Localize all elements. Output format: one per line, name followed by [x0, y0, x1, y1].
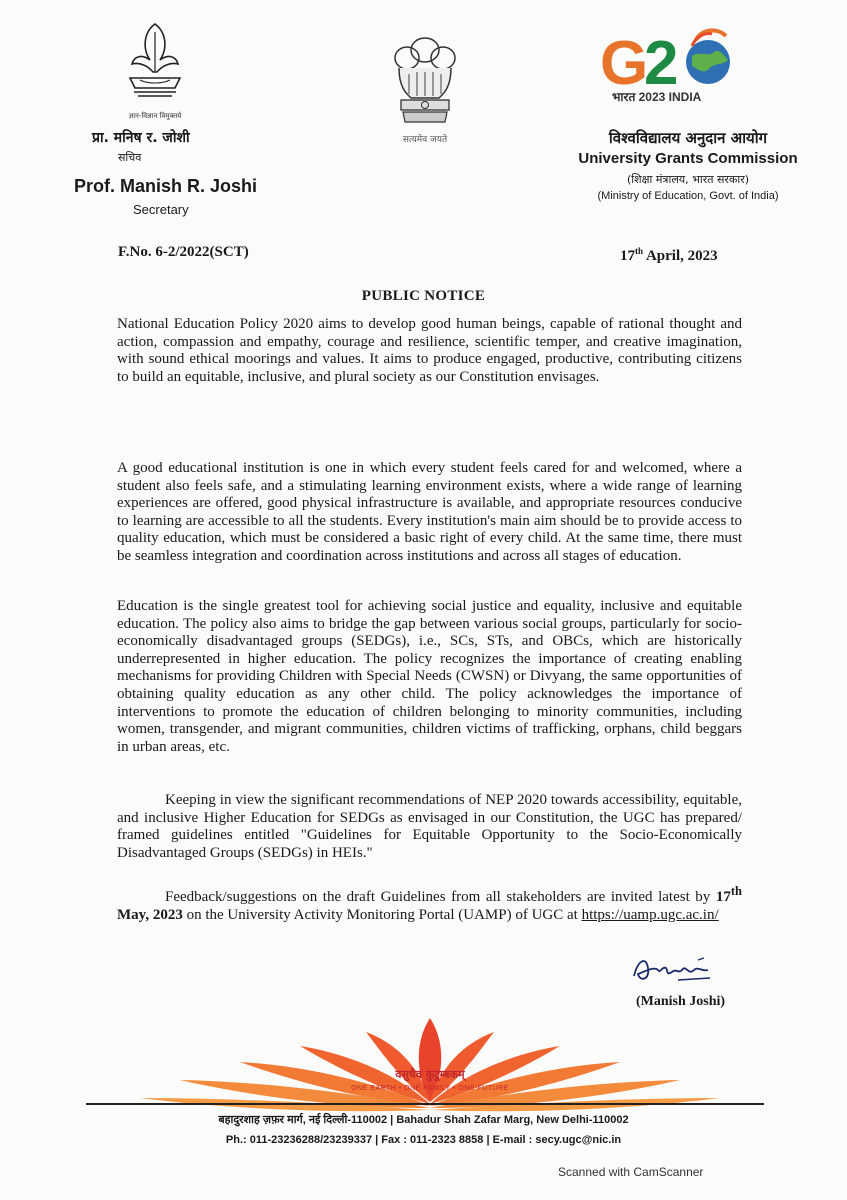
date-suffix: th [635, 246, 644, 256]
p5-deadline-suffix: th [730, 884, 742, 898]
paragraph-3: Education is the single greatest tool for achieving social justice and equality, inclusive and equitable education. The policy also aims to bridge the gap between various social groups, particularly for socio-economically disadvantaged groups (SEDGs), i.e., SCs, STs, and OBCs, which are historically underrepresented in higher education. The policy recognizes the importance of creating enabling mechanisms for providing Children with Special Needs (CWSN) or Divyang, the same opportunities of obtaining quality education as any other child. The policy acknowledges the importance of interventions to promote the education of children belonging to minority communities, including women, transgender, and migrant communities, children victims of trafficking, orphans, child beggars in urban areas, etc. [117, 598, 742, 755]
secretary-title: Secretary [133, 202, 189, 217]
paragraph-2: A good educational institution is one in which every student feels cared for and welcomed, where a student also feels safe, and a stimulating learning environment exists, where a wide range of learning experiences are offered, good physical infrastructure is available, and appropriate resources conducive to learning are accessible to all the students. Every institution's main aim should be to provide access to quality education, which must be considered a basic right of every child. At the same time, there must be seamless integration and coordination across institutions and across all stages of education. [117, 460, 742, 564]
date-rest: April, 2023 [643, 248, 718, 264]
ugc-motto: ज्ञान-विज्ञान विमुक्तये [128, 112, 182, 120]
signatory-name: (Manish Joshi) [636, 994, 726, 1009]
lotus-tagline-hindi: वसुधैव कुटुम्बकम् [395, 1068, 465, 1081]
date-day: 17 [620, 248, 635, 264]
svg-text:G: G [600, 29, 649, 98]
p5-deadline-rest: May, 2023 [117, 906, 183, 923]
footer-contact: Ph.: 011-23236288/23239337 | Fax : 011-2323 8858 | E-mail : secy.ugc@nic.in [225, 1134, 622, 1146]
lotus-tagline: ONE EARTH • ONE FAMILY • ONE FUTURE [351, 1085, 509, 1092]
paragraph-4: Keeping in view the significant recommendations of NEP 2020 towards accessibility, equitable, and inclusive Higher Education for SEDGs as envisaged in our Constitution, the UGC has prepared/ framed guidelines entitled "Guidelines for Equitable Opportunity to the Socio-Economically Disadvantaged Groups (SEDGs) in HEIs." [117, 792, 742, 861]
uamp-link[interactable]: https://uamp.ugc.ac.in/ [581, 906, 719, 923]
svg-text:2: 2 [644, 29, 679, 98]
ministry-name: (Ministry of Education, Govt. of India) [597, 190, 779, 202]
footer-divider [86, 1103, 764, 1105]
p5-deadline-day: 17 [715, 889, 731, 905]
secretary-name: Prof. Manish R. Joshi [74, 176, 258, 196]
paragraph-5 [117, 883, 742, 924]
footer-address: बहादुरशाह ज़फ़र मार्ग, नई दिल्ली-110002 | Bahadur Shah Zafar Marg, New Delhi-110002 [218, 1114, 629, 1126]
org-name-hindi: विश्वविद्यालय अनुदान आयोग [608, 129, 768, 147]
org-name: University Grants Commission [578, 150, 798, 167]
paragraph-1: National Education Policy 2020 aims to develop good human beings, capable of rational thought and action, compassion and empathy, courage and resilience, scientific temper, and creative imagination, with sound ethical moorings and values. It aims to produce engaged, productive, contributing citizens to build an equitable, inclusive, and plural society as our Constitution envisages. [117, 316, 742, 385]
g20-subtitle: भारत 2023 INDIA [612, 90, 702, 104]
secretary-name-hindi: प्रा. मनिष र. जोशी [92, 130, 190, 146]
national-emblem-icon [385, 28, 465, 132]
signature-icon [628, 950, 718, 990]
notice-heading: PUBLIC NOTICE [361, 288, 486, 304]
p5-text-after: on the University Activity Monitoring Portal (UAMP) of UGC at [182, 906, 582, 923]
ugc-logo-icon [120, 18, 190, 110]
p5-text-before: Feedback/suggestions on the draft Guidelines from all stakeholders are invited latest by [165, 889, 716, 905]
file-number: F.No. 6-2/2022(SCT) [118, 244, 249, 260]
scanner-watermark: Scanned with CamScanner [558, 1165, 704, 1179]
ministry-hindi: (शिक्षा मंत्रालय, भारत सरकार) [626, 173, 750, 186]
notice-date [620, 246, 718, 265]
emblem-motto: सत्यमेव जयते [402, 135, 448, 145]
secretary-title-hindi: सचिव [118, 151, 142, 164]
